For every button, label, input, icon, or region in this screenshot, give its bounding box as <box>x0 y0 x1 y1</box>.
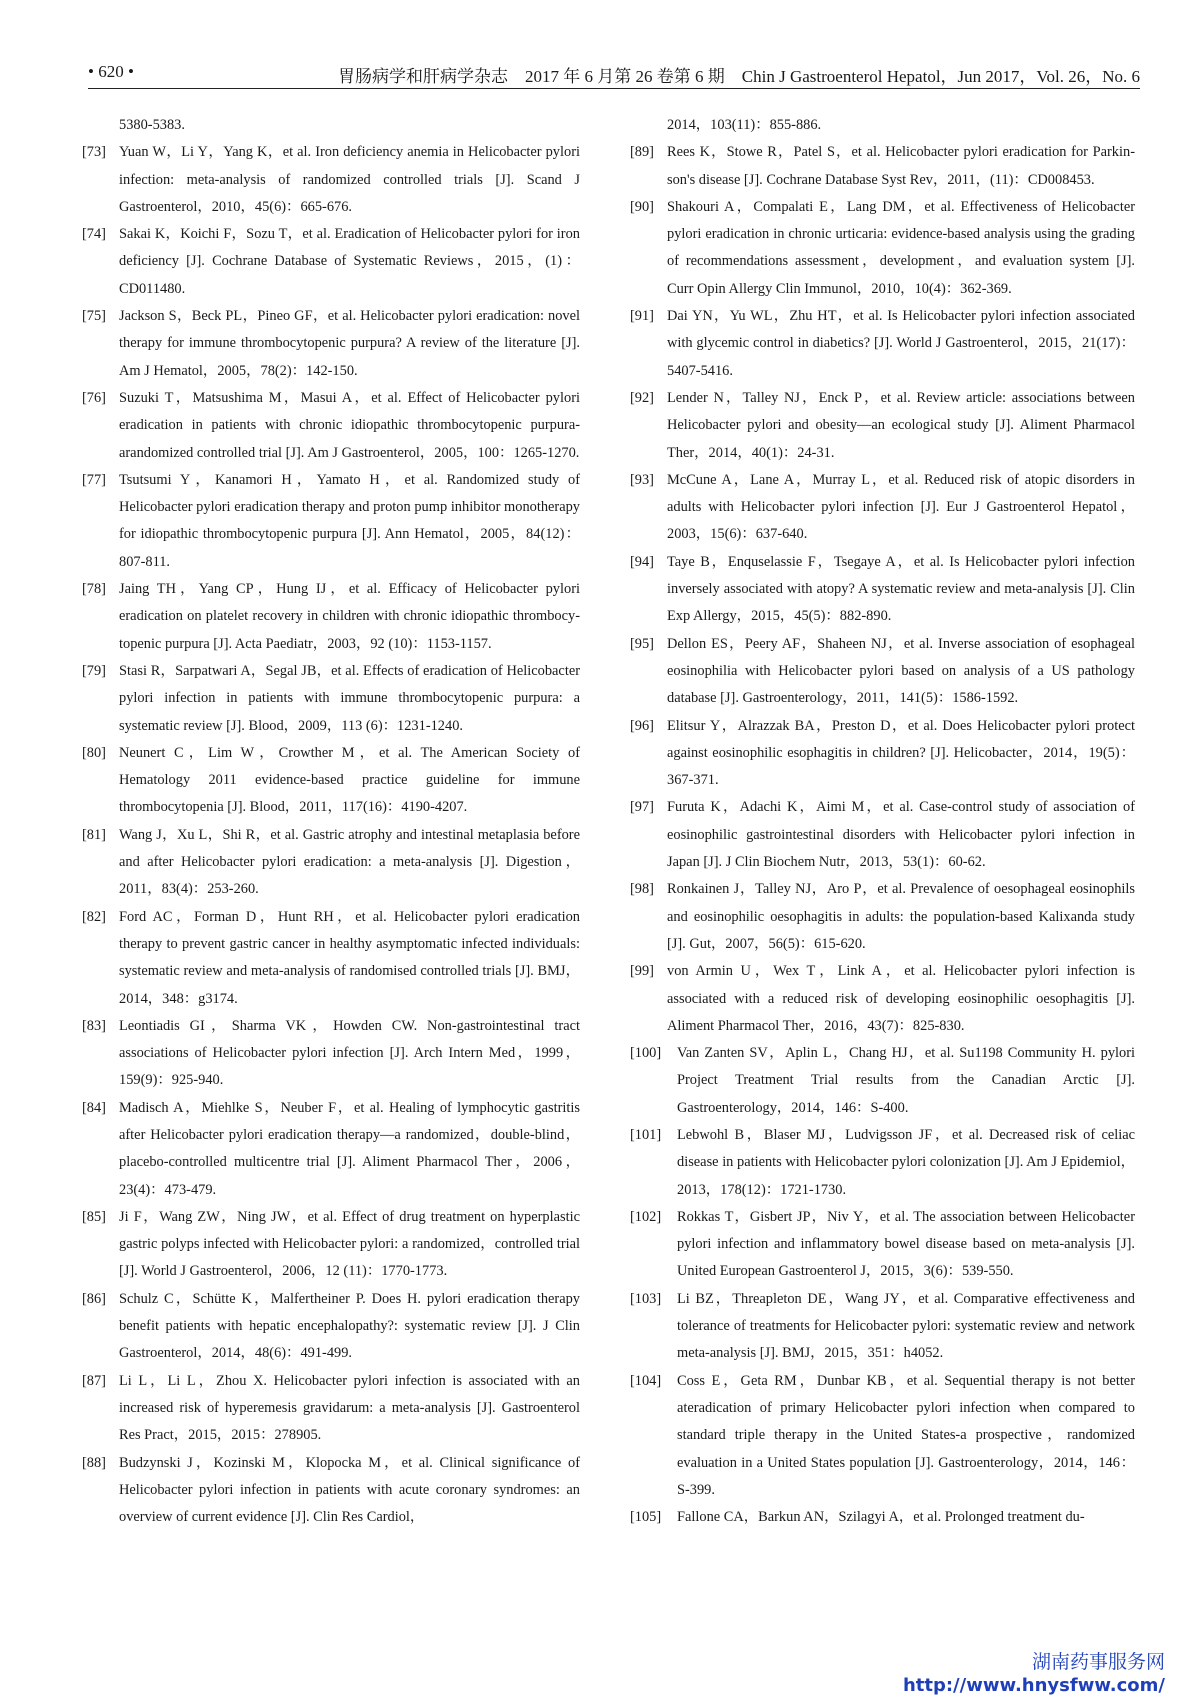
reference-entry <box>630 385 1135 467</box>
reference-text: Sakai K，Koichi F，Sozu T，et al. Eradication of Helicobacter pylori for iron deficiency [J]. Cochrane Database of Systematic Reviews，2015，(1)：CD011480. <box>119 226 581 297</box>
reference-text: Suzuki T，Matsushima M，Masui A，et al. Effect of Helicobacter pylori eradication in patients with chronic idiopathic thrombocytopenic purpura-arandomized controlled trial [J]. Am J Gastroenterol，2005，100：1265-1270. <box>119 389 580 461</box>
reference-number: [105] <box>630 1509 662 1526</box>
reference-number: [73] <box>82 144 106 161</box>
reference-text: Wang J，Xu L，Shi R，et al. Gastric atrophy and intestinal metaplasia before and after Helicobacter pylori eradication: a meta-analysis [J]. Digestion，2011，83(4)：253-260. <box>119 826 580 898</box>
reference-text: Budzynski J，Kozinski M，Klopocka M，et al. Clinical significance of Helicobacter pylori infection in patients with acute coronary syndromes: an overview of current evidence [J]. Clin Res Cardiol， <box>119 1454 580 1526</box>
reference-entry <box>82 385 580 467</box>
reference-number: [83] <box>82 1017 106 1034</box>
reference-text: Fallone CA，Barkun AN，Szilagyi A，et al. Prolonged treatment du- <box>677 1509 1085 1526</box>
reference-entry <box>630 303 1135 385</box>
reference-text: Shakouri A，Compalati E，Lang DM，et al. Effectiveness of Helicobacter pylori eradication in chronic urticaria: evidence-based analysis using the grading of recommendations assessment，development，and evaluation system [J]. Curr Opin Allergy Clin Immunol，2010，10(4)：362-369. <box>667 198 1135 297</box>
watermark-site-name: 湖南药事服务网 <box>1031 1651 1165 1673</box>
reference-text: Lender N，Talley NJ，Enck P，et al. Review article: associations between Helicobacter pylori and obesity—an ecological study [J]. Aliment Pharmacol Ther，2014，40(1)：24-31. <box>667 389 1135 461</box>
reference-text: McCune A，Lane A，Murray L，et al. Reduced risk of atopic disorders in adults with Helicobacter pylori infection [J]. Eur J Gastroenterol Hepatol，2003，15(6)：637-640. <box>667 471 1135 543</box>
reference-entry <box>82 740 580 822</box>
reference-number: [95] <box>630 635 654 652</box>
reference-column-right <box>630 112 1135 1531</box>
reference-text: Neunert C，Lim W，Crowther M，et al. The American Society of Hematology 2011 evidence-based practice guideline for immune thrombocytopenia [J]. Blood，2011，117(16)：4190-4207. <box>119 744 580 816</box>
reference-number: [103] <box>630 1290 662 1307</box>
reference-text: Dellon ES，Peery AF，Shaheen NJ，et al. Inverse association of esophageal eosinophilia with Helicobacter pylori based on analysis of a US pathology database [J]. Gastroenterology，2011，141(5)：1586-1592. <box>667 635 1135 707</box>
reference-text: Lebwohl B，Blaser MJ，Ludvigsson JF，et al. Decreased risk of celiac disease in patients with Helicobacter pylori colonization [J]. Am J Epidemiol，2013，178(12)：1721-1730. <box>677 1126 1135 1198</box>
reference-text: Leontiadis GI，Sharma VK，Howden CW. Non-gastrointestinal tract associations of Helicobacter pylori infection [J]. Arch Intern Med，1999，159(9)：925-940. <box>119 1017 580 1089</box>
reference-number: [92] <box>630 389 654 406</box>
reference-number: [85] <box>82 1208 106 1225</box>
reference-text: Rees K，Stowe R，Patel S，et al. Helicobacter pylori eradication for Parkin-son's disease [J]. Cochrane Database Syst Rev，2011，(11)：CD008453. <box>667 144 1135 188</box>
reference-entry <box>630 549 1135 631</box>
reference-entry <box>630 139 1135 194</box>
reference-text: Jackson S，Beck PL，Pineo GF，et al. Helicobacter pylori eradication: novel therapy for immune thrombocytopenic purpura? A review of the literature [J]. Am J Hematol，2005，78(2)：142-150. <box>119 308 580 379</box>
reference-entry <box>630 876 1135 958</box>
reference-number: [77] <box>82 471 106 488</box>
reference-number: [93] <box>630 471 654 488</box>
reference-text: Dai YN，Yu WL，Zhu HT，et al. Is Helicobacter pylori infection associated with glycemic control in diabetics? [J]. World J Gastroenterol，2015，21(17)：5407-5416. <box>667 308 1135 379</box>
reference-entry <box>82 112 580 139</box>
reference-number: [96] <box>630 717 654 734</box>
reference-entry <box>630 112 1135 139</box>
reference-entry <box>82 904 580 1013</box>
reference-entry <box>630 713 1135 795</box>
reference-text: Furuta K，Adachi K，Aimi M，et al. Case-control study of association of eosinophilic gastrointestinal disorders with Helicobacter pylori infection in Japan [J]. J Clin Biochem Nutr，2013，53(1)：60-62. <box>667 799 1135 871</box>
reference-entry <box>82 822 580 904</box>
reference-number: [78] <box>82 581 106 598</box>
reference-number: [101] <box>630 1126 662 1143</box>
reference-number: [90] <box>630 198 654 215</box>
reference-text: Schulz C，Schütte K，Malfertheiner P. Does H. pylori eradication therapy benefit patients with hepatic encephalopathy?: systematic review [J]. J Clin Gastroenterol，2014，48(6)：491-499. <box>119 1290 580 1362</box>
reference-text: von Armin U，Wex T，Link A，et al. Helicobacter pylori infection is associated with a reduced risk of developing eosinophilic oesophagitis [J]. Aliment Pharmacol Ther，2016，43(7)：825-830. <box>667 963 1135 1034</box>
reference-number: [97] <box>630 799 654 816</box>
reference-column-left <box>82 112 580 1531</box>
reference-text: Stasi R，Sarpatwari A，Segal JB，et al. Effects of eradication of Helicobacter pylori infection in patients with immune thrombocytopenic purpura: a systematic review [J]. Blood，2009，113 (6)：1231-1240. <box>119 662 580 734</box>
reference-entry <box>82 1450 580 1532</box>
reference-entry <box>630 1286 1135 1368</box>
reference-entry <box>82 1013 580 1095</box>
reference-number: [94] <box>630 553 654 570</box>
reference-entry <box>82 1368 580 1450</box>
reference-entry <box>82 1095 580 1204</box>
reference-entry <box>630 1204 1135 1286</box>
reference-text: Ronkainen J，Talley NJ，Aro P，et al. Prevalence of oesophageal eosinophils and eosinophilic oesophagitis in adults: the population-based Kalixanda study [J]. Gut，2007，56(5)：615-620. <box>667 881 1135 952</box>
journal-running-head: 胃肠病学和肝病学杂志 2017 年 6 月第 26 卷第 6 期 Chin J Gastroenterol Hepatol，Jun 2017，Vol. 26，No. 6 <box>338 67 1140 86</box>
reference-text: Rokkas T，Gisbert JP，Niv Y，et al. The association between Helicobacter pylori infection and inflammatory bowel disease based on meta-analysis [J]. United European Gastroenterol J，2015，3(6)：539-550. <box>677 1208 1135 1280</box>
reference-number: [87] <box>82 1372 106 1389</box>
reference-number: [76] <box>82 389 106 406</box>
reference-entry <box>82 467 580 576</box>
reference-text: Elitsur Y，Alrazzak BA，Preston D，et al. Does Helicobacter pylori protect against eosinophilic esophagitis in children? [J]. Helicobacter，2014，19(5)：367-371. <box>667 717 1135 789</box>
page-number: • 620 • <box>88 62 134 81</box>
reference-number: [82] <box>82 908 106 925</box>
reference-text: Ford AC，Forman D，Hunt RH，et al. Helicobacter pylori eradication therapy to prevent gastric cancer in healthy asymptomatic infected individuals: systematic review and meta-analysis of randomised controlled trials [J]. BMJ，2014，348：g3174. <box>119 908 580 1007</box>
reference-entry <box>630 1368 1135 1504</box>
reference-text: Tsutsumi Y，Kanamori H，Yamato H，et al. Randomized study of Helicobacter pylori eradication therapy and proton pump inhibitor monotherapy for idiopathic thrombocytopenic purpura [J]. Ann Hematol，2005，84(12)：807-811. <box>119 471 580 570</box>
reference-text: Madisch A，Miehlke S，Neuber F，et al. Healing of lymphocytic gastritis after Helicobacter pylori eradication therapy—a randomized，double-blind，placebo-controlled multicentre trial [J]. Aliment Pharmacol Ther，2006，23(4)：473-479. <box>119 1099 580 1198</box>
reference-number: [88] <box>82 1454 106 1471</box>
reference-number: [81] <box>82 826 106 843</box>
reference-entry <box>82 1204 580 1286</box>
reference-text: Yuan W，Li Y，Yang K，et al. Iron deficiency anemia in Helicobacter pylori infection: meta-analysis of randomized controlled trials [J]. Scand J Gastroenterol，2010，45(6)：665-676. <box>119 144 580 215</box>
reference-entry <box>82 576 580 658</box>
reference-number: [79] <box>82 662 106 679</box>
reference-entry <box>82 221 580 303</box>
reference-number: [104] <box>630 1372 662 1389</box>
reference-entry <box>82 1286 580 1368</box>
reference-number: [98] <box>630 881 654 898</box>
page-header <box>88 62 1140 86</box>
reference-text: Jaing TH，Yang CP，Hung IJ，et al. Efficacy of Helicobacter pylori eradication on platelet recovery in children with chronic idiopathic thrombocy-topenic purpura [J]. Acta Paediatr，2003，92 (10)：1153-1157. <box>119 581 580 652</box>
reference-entry <box>630 1504 1135 1531</box>
site-watermark <box>895 1650 1165 1698</box>
reference-entry <box>82 139 580 221</box>
reference-entry <box>630 1122 1135 1204</box>
reference-entry <box>630 467 1135 549</box>
reference-number: [74] <box>82 226 106 243</box>
reference-entry <box>82 658 580 740</box>
watermark-url: http://www.hnysfww.com/ <box>902 1675 1165 1696</box>
reference-number: [89] <box>630 144 654 161</box>
reference-text: Li BZ，Threapleton DE，Wang JY，et al. Comparative effectiveness and tolerance of treatments for Helicobacter pylori: systematic review and network meta-analysis [J]. BMJ，2015，351：h4052. <box>677 1290 1135 1362</box>
reference-number: [102] <box>630 1208 662 1225</box>
reference-text: 5380-5383. <box>119 117 185 133</box>
reference-number: [75] <box>82 308 106 325</box>
reference-text: Ji F，Wang ZW，Ning JW，et al. Effect of drug treatment on hyperplastic gastric polyps infected with Helicobacter pylori: a randomized，controlled trial [J]. World J Gastroenterol，2006，12 (11)：1770-1773. <box>119 1208 580 1280</box>
reference-entry <box>630 1040 1135 1122</box>
reference-text: 2014，103(11)：855-886. <box>667 117 822 133</box>
reference-text: Taye B，Enquselassie F，Tsegaye A，et al. Is Helicobacter pylori infection inversely associated with atopy? A systematic review and meta-analysis [J]. Clin Exp Allergy，2015，45(5)：882-890. <box>667 553 1135 625</box>
reference-number: [100] <box>630 1045 662 1062</box>
reference-entry <box>630 794 1135 876</box>
reference-entry <box>630 194 1135 303</box>
reference-number: [91] <box>630 308 654 325</box>
reference-entry <box>82 303 580 385</box>
reference-entry <box>630 958 1135 1040</box>
reference-number: [80] <box>82 744 106 761</box>
reference-text: Li L，Li L，Zhou X. Helicobacter pylori infection is associated with an increased risk of hyperemesis gravidarum: a meta-analysis [J]. Gastroenterol Res Pract，2015，2015：278905. <box>119 1372 580 1444</box>
reference-number: [99] <box>630 963 654 980</box>
reference-number: [86] <box>82 1290 106 1307</box>
reference-number: [84] <box>82 1099 106 1116</box>
header-rule <box>88 88 1140 89</box>
reference-entry <box>630 631 1135 713</box>
reference-text: Van Zanten SV，Aplin L，Chang HJ，et al. Su1198 Community H. pylori Project Treatment Trial results from the Canadian Arctic [J]. Gastroenterology，2014，146：S-400. <box>677 1045 1135 1116</box>
reference-text: Coss E，Geta RM，Dunbar KB，et al. Sequential therapy is not better ateradication of primary Helicobacter pylori infection when compared to standard triple therapy in the United States-a prospective，randomized evaluation in a United States population [J]. Gastroenterology，2014，146：S-399. <box>677 1372 1135 1498</box>
